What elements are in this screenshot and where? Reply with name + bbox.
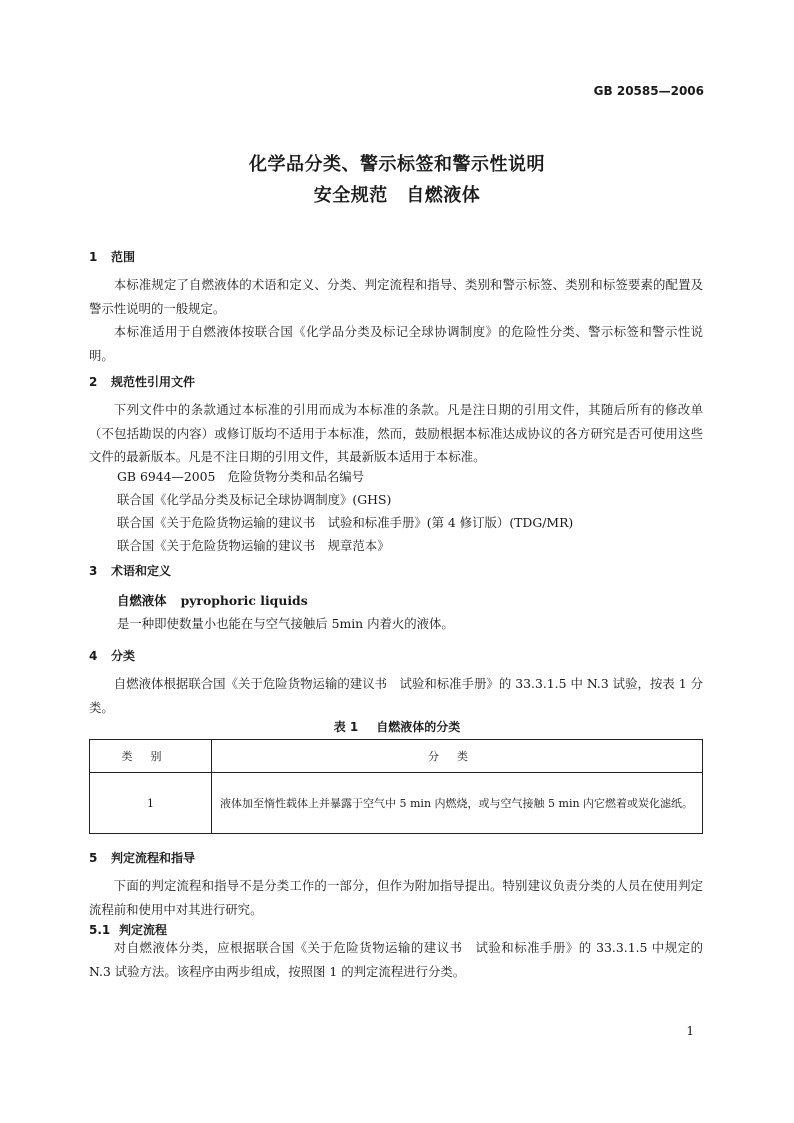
table-row [90, 773, 703, 834]
section-2-paragraph: 下列文件中的条款通过本标准的引用而成为本标准的条款。凡是注日期的引用文件，其随后所有的修改单（不包括勘误的内容）或修订版均不适用于本标准，然而，鼓励根据本标准达成协议的各方研究是否可使用这些文件的最新版本。凡是不注日期的引用文件，其最新版本适用于本标准。 [89, 402, 703, 464]
section-4-heading [89, 647, 135, 664]
section-number: 3 [89, 564, 98, 578]
term-english: pyrophoric liquids [180, 593, 308, 608]
section-number: 5 [89, 851, 98, 865]
table-caption [0, 718, 794, 735]
document-title-line1: 化学品分类、警示标签和警示性说明 [249, 154, 545, 175]
section-2-heading [89, 373, 195, 390]
document-title-line2: 安全规范 自燃液体 [313, 185, 481, 206]
classification-table [89, 739, 703, 834]
section-number: 2 [89, 375, 98, 389]
reference-item: 联合国《关于危险货物运输的建议书 试验和标准手册》(第 4 修订版）(TDG/MR) [117, 515, 574, 530]
subsection-5-1-paragraph: 对自燃液体分类，应根据联合国《关于危险货物运输的建议书 试验和标准手册》的 33.3.1.5 中规定的 N.3 试验方法。该程序由两步组成，按照图 1 的判定流程进行分类。 [89, 940, 703, 979]
subsection-number: 5.1 [89, 923, 111, 937]
section-1-paragraph-1: 本标准规定了自燃液体的术语和定义、分类、判定流程和指导、类别和警示标签、类别和标签要素的配置及警示性说明的一般规定。 [89, 277, 703, 316]
section-title: 规范性引用文件 [111, 375, 196, 389]
term-definition: 是一种即使数量小也能在与空气接触后 5min 内着火的液体。 [117, 616, 454, 631]
section-5-paragraph: 下面的判定流程和指导不是分类工作的一部分，但作为附加指导提出。特别建议负责分类的人员在使用判定流程前和使用中对其进行研究。 [89, 878, 703, 917]
section-3-heading [89, 562, 171, 579]
table-header-category: 类别 [90, 740, 212, 773]
page-number: 1 [686, 1024, 694, 1038]
section-5-heading [89, 849, 195, 866]
section-1-paragraph-2: 本标准适用于自燃液体按联合国《化学品分类及标记全球协调制度》的危险性分类、警示标签和警示性说明。 [89, 324, 703, 363]
section-4-paragraph: 自燃液体根据联合国《关于危险货物运输的建议书 试验和标准手册》的 33.3.1.5 中 N.3 试验，按表 1 分类。 [89, 676, 703, 715]
section-title: 判定流程和指导 [111, 851, 196, 865]
table-header-row [90, 740, 703, 773]
section-number: 1 [89, 250, 98, 264]
reference-item: 联合国《化学品分类及标记全球协调制度》(GHS) [117, 492, 392, 507]
term-entry [117, 591, 308, 609]
reference-item: GB 6944—2005 危险货物分类和品名编号 [117, 469, 365, 484]
table-cell-description: 液体加至惰性载体上并暴露于空气中 5 min 内燃烧，或与空气接触 5 min 内它燃着或炭化滤纸。 [212, 773, 703, 834]
standard-code: GB 20585—2006 [593, 84, 704, 98]
table-title: 自燃液体的分类 [376, 720, 461, 734]
table-header-classification: 分类 [212, 740, 703, 773]
section-number: 4 [89, 649, 98, 663]
section-title: 分类 [111, 649, 136, 663]
section-title: 范围 [111, 250, 136, 264]
table-cell-category: 1 [90, 773, 212, 834]
term-chinese: 自燃液体 [117, 593, 167, 608]
reference-item: 联合国《关于危险货物运输的建议书 规章范本》 [117, 538, 390, 553]
table-number: 表 1 [333, 720, 359, 734]
section-1-heading [89, 248, 135, 265]
subsection-title: 判定流程 [119, 923, 168, 937]
section-title: 术语和定义 [111, 564, 172, 578]
